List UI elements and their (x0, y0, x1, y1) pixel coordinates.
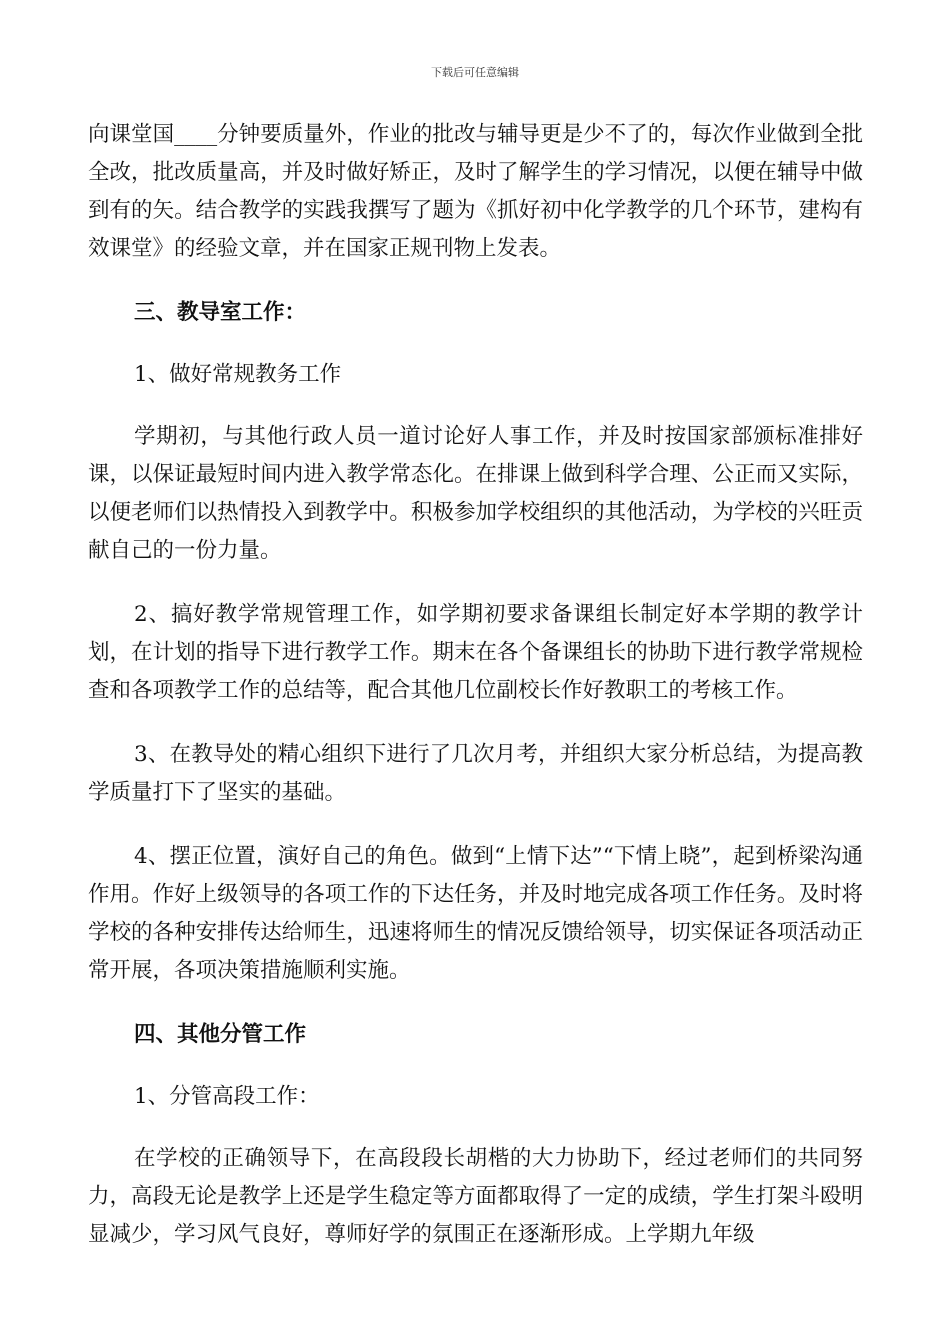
paragraph-monthly-exams: 3、在教导处的精心组织下进行了几次月考，并组织大家分析总结，为提高教学质量打下了坚实的基础。 (88, 742, 863, 805)
paragraph-senior-grades-work: 在学校的正确领导下，在高段段长胡楷的大力协助下，经过老师们的共同努力，高段无论是教学上还是学生稳定等方面都取得了一定的成绩，学生打架斗殴明显减少，学习风气良好，尊师好学的氛围正在逐渐形成。上学期九年级 (88, 1146, 863, 1247)
subsection-senior-grades: 1、分管高段工作： (134, 1084, 320, 1109)
section-heading-other-duties: 四、其他分管工作 (134, 1022, 307, 1047)
paragraph-semester-start: 学期初，与其他行政人员一道讨论好人事工作，并及时按国家部颁标准排好课，以保证最短时间内进入教学常态化。在排课上做到科学合理、公正而又实际，以便老师们以热情投入到教学中。积极参加学校组织的其他活动，为学校的兴旺贡献自己的一份力量。 (88, 424, 863, 563)
document-body (88, 116, 863, 1254)
section-heading-teaching-office: 三、教导室工作： (134, 300, 307, 325)
page-header-watermark: 下载后可任意编辑 (431, 66, 519, 79)
paragraph-continuation: 向课堂国____分钟要质量外，作业的批改与辅导更是少不了的，每次作业做到全批全改，批改质量高，并及时做好矫正，及时了解学生的学习情况，以便在辅导中做到有的矢。结合教学的实践我撰写了题为《抓好初中化学教学的几个环节，建构有效课堂》的经验文章，并在国家正规刊物上发表。 (88, 122, 863, 261)
paragraph-role-position: 4、摆正位置，演好自己的角色。做到“上情下达”“下情上晓”，起到桥梁沟通作用。作好上级领导的各项工作的下达任务，并及时地完成各项工作任务。及时将学校的各种安排传达给师生，迅速将师生的情况反馈给领导，切实保证各项活动正常开展，各项决策措施顺利实施。 (88, 844, 863, 983)
subsection-routine-affairs: 1、做好常规教务工作 (134, 362, 342, 387)
paragraph-routine-management: 2、搞好教学常规管理工作，如学期初要求备课组长制定好本学期的教学计划，在计划的指导下进行教学工作。期末在各个备课组长的协助下进行教学常规检查和各项教学工作的总结等，配合其他几位副校长作好教职工的考核工作。 (88, 602, 863, 703)
